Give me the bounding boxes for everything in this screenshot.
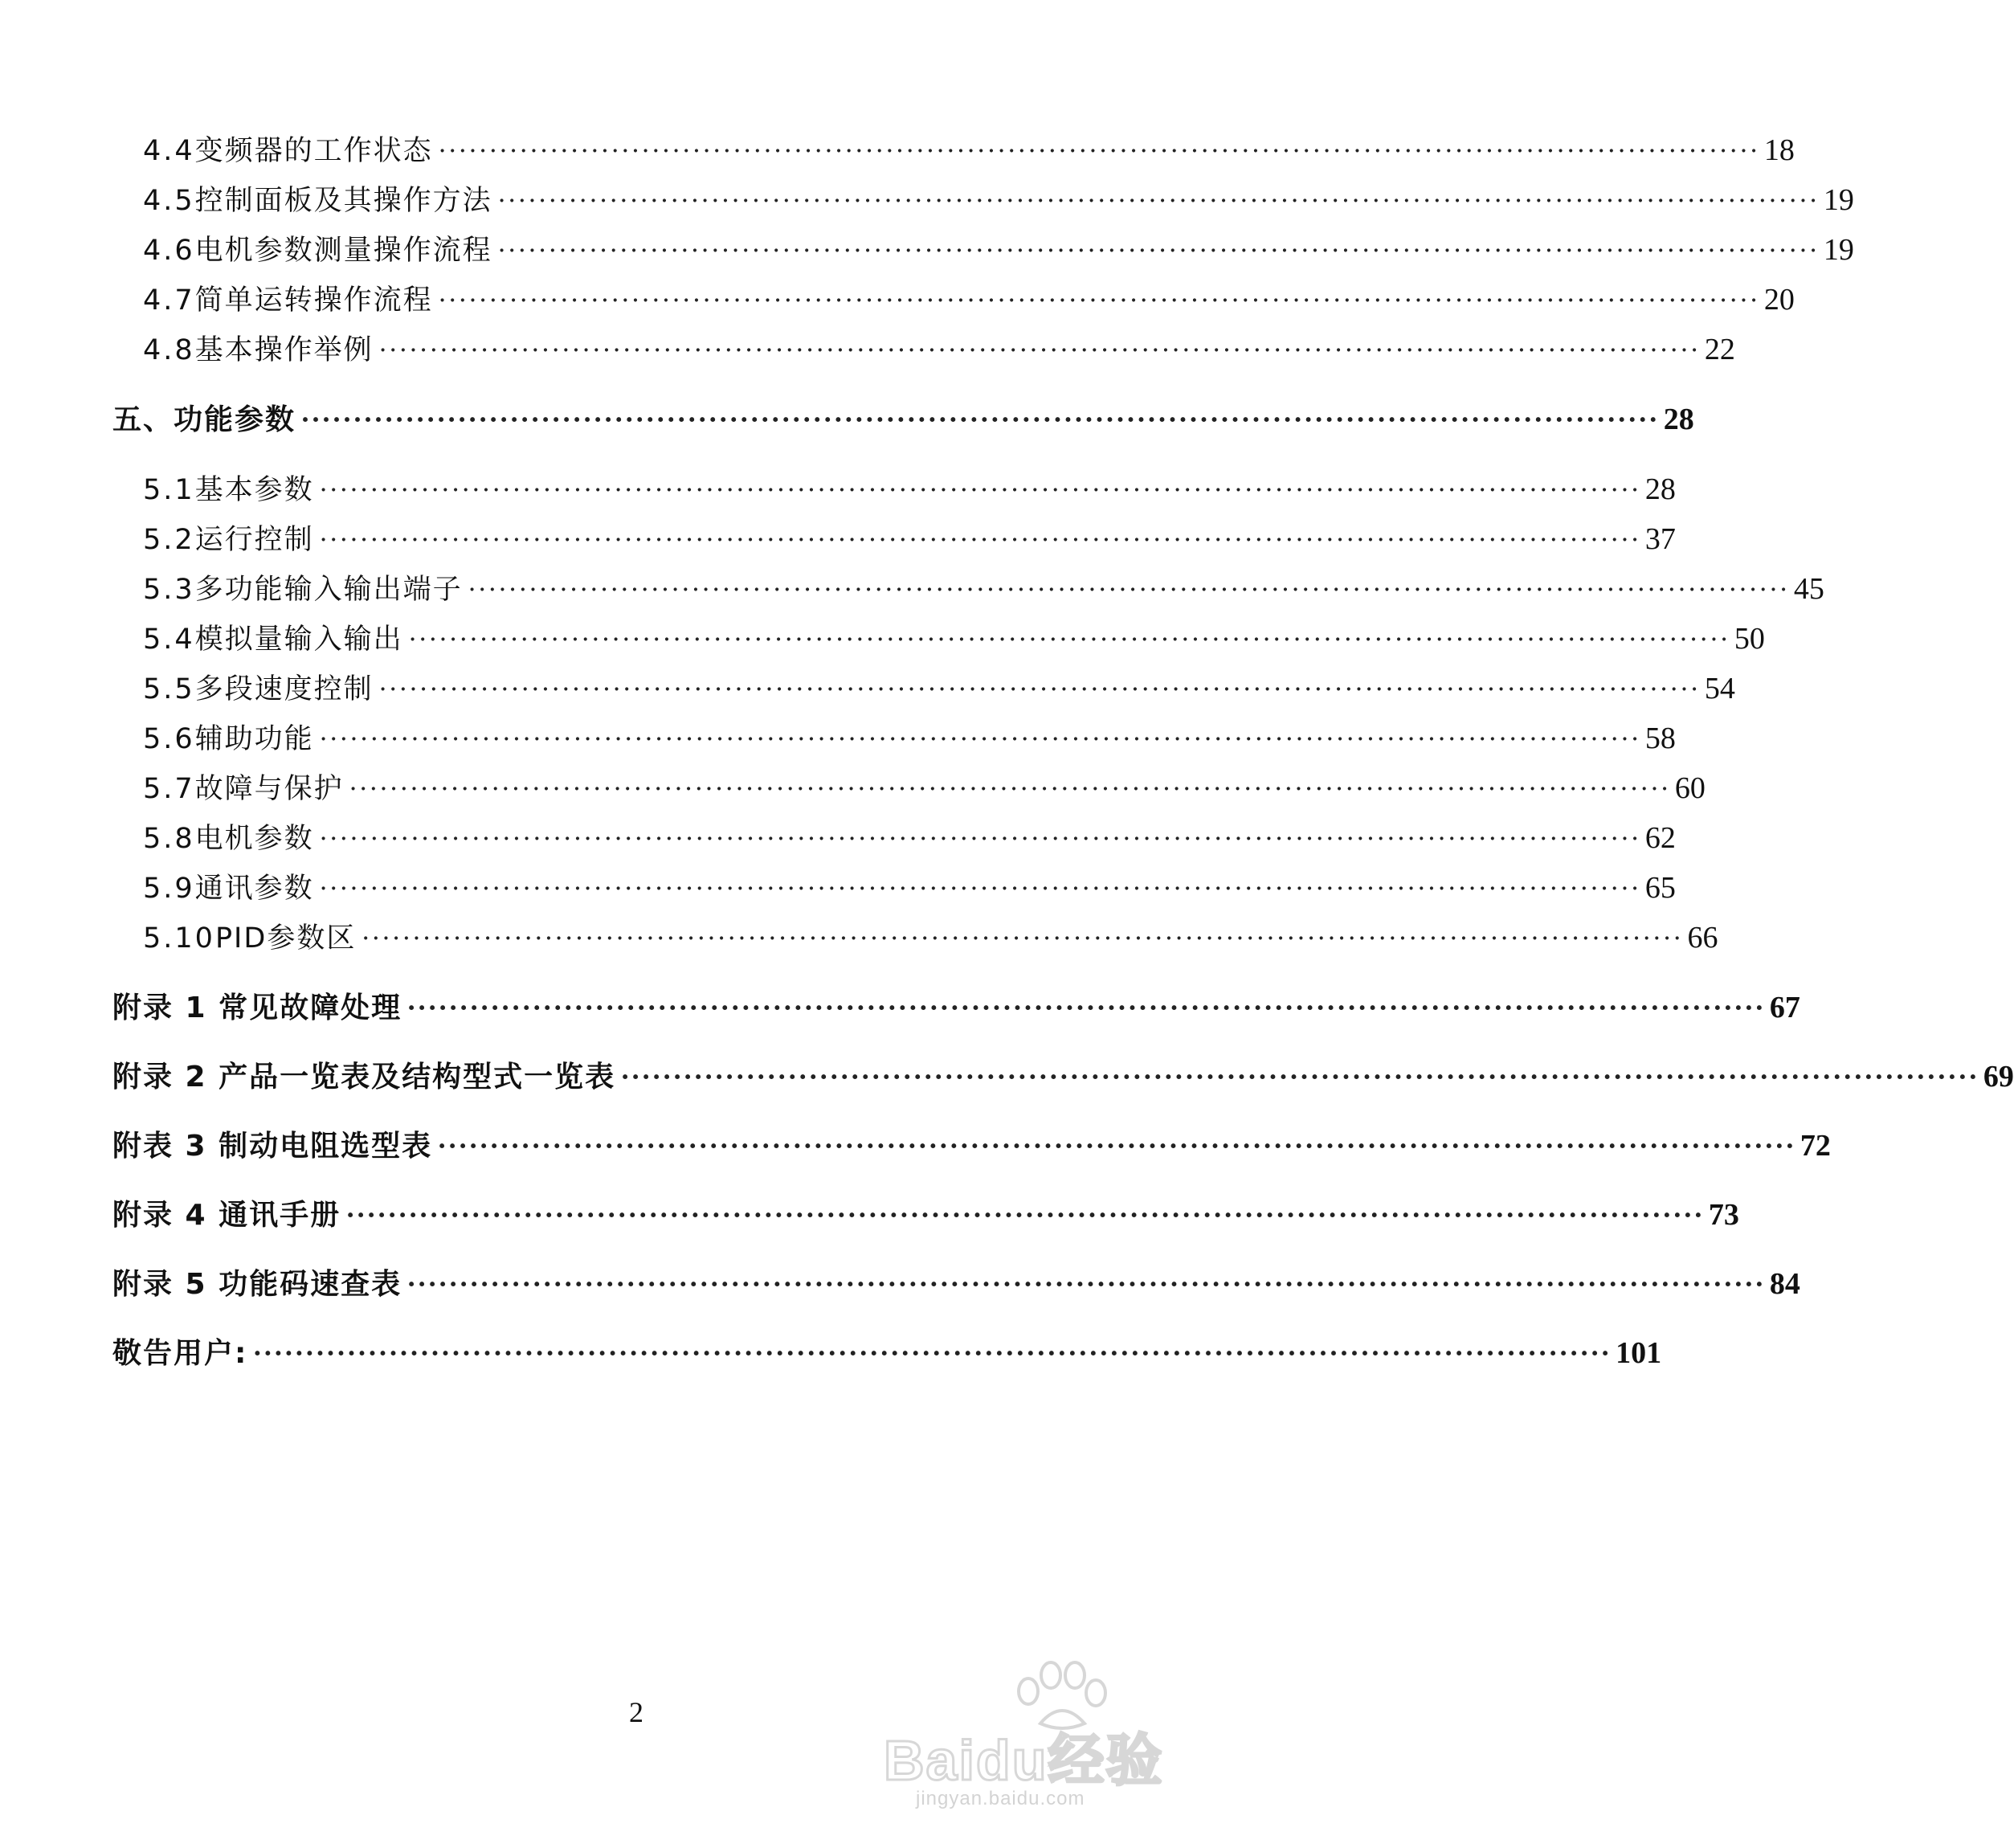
entry-title: 基本操作举例 bbox=[194, 334, 374, 366]
toc-appendix-4[interactable] bbox=[112, 1192, 1739, 1233]
dot-leader: ·································································································································· bbox=[407, 623, 1730, 655]
toc-chapter-5[interactable] bbox=[112, 397, 1694, 438]
dot-leader: ·································································································································· bbox=[300, 403, 1659, 435]
entry-title: 基本参数 bbox=[194, 474, 314, 506]
appendix-page: 67 bbox=[1769, 991, 1800, 1024]
toc-entry-5-4[interactable] bbox=[143, 617, 1765, 657]
dot-leader: ·································································································································· bbox=[318, 524, 1640, 555]
entry-page: 58 bbox=[1644, 722, 1676, 755]
dot-leader: ·································································································································· bbox=[252, 1337, 1612, 1369]
baidu-jingyan-watermark bbox=[884, 1659, 1205, 1820]
watermark-brand: Baidu经验 bbox=[884, 1729, 1164, 1792]
entry-title: 模拟量输入输出 bbox=[194, 623, 403, 656]
entry-number: 4.7 bbox=[143, 284, 195, 317]
dot-leader: ·································································································································· bbox=[318, 474, 1640, 505]
entry-title: 控制面板及其操作方法 bbox=[194, 185, 492, 217]
dot-leader: ·································································································································· bbox=[406, 1268, 1765, 1300]
dot-leader: ·································································································································· bbox=[378, 334, 1700, 366]
appendix-title: 附录 5 功能码速查表 bbox=[112, 1268, 402, 1301]
toc-appendix-5[interactable] bbox=[112, 1261, 1800, 1302]
dot-leader: ·································································································································· bbox=[437, 135, 1759, 166]
dot-leader: ·································································································································· bbox=[318, 873, 1640, 904]
entry-title: 多功能输入输出端子 bbox=[194, 574, 463, 606]
toc-notice-to-users[interactable] bbox=[112, 1331, 1662, 1372]
toc-entry-4-7[interactable] bbox=[143, 278, 1795, 318]
entry-title: 多段速度控制 bbox=[194, 673, 374, 705]
toc-entry-5-10[interactable] bbox=[143, 916, 1718, 956]
dot-leader: ·································································································································· bbox=[318, 823, 1640, 854]
appendix-title: 附录 1 常见故障处理 bbox=[112, 991, 402, 1024]
toc-entry-5-7[interactable] bbox=[143, 767, 1706, 807]
entry-page: 18 bbox=[1763, 133, 1795, 167]
dot-leader: ·································································································································· bbox=[348, 773, 1670, 804]
toc-entry-5-5[interactable] bbox=[143, 667, 1735, 707]
entry-page: 66 bbox=[1687, 921, 1718, 955]
entry-number: 5.7 bbox=[143, 773, 195, 805]
entry-title: 变频器的工作状态 bbox=[194, 135, 433, 167]
entry-page: 65 bbox=[1644, 871, 1676, 905]
entry-title: 电机参数测量操作流程 bbox=[194, 235, 492, 267]
appendix-page: 72 bbox=[1800, 1129, 1831, 1163]
chapter-title: 五、功能参数 bbox=[112, 403, 296, 436]
entry-page: 37 bbox=[1644, 522, 1676, 556]
entry-title: 通讯参数 bbox=[194, 873, 314, 905]
entry-number: 5.4 bbox=[143, 623, 195, 656]
dot-leader: ·································································································································· bbox=[496, 235, 1819, 266]
toc-entry-5-9[interactable] bbox=[143, 866, 1676, 906]
entry-page: 45 bbox=[1793, 572, 1824, 606]
toc-entry-5-8[interactable] bbox=[143, 816, 1676, 857]
chapter-page: 28 bbox=[1663, 403, 1694, 436]
appendix-title: 附录 2 产品一览表及结构型式一览表 bbox=[112, 1061, 616, 1094]
dot-leader: ·································································································································· bbox=[620, 1061, 1979, 1093]
entry-page: 62 bbox=[1644, 821, 1676, 855]
dot-leader: ·································································································································· bbox=[345, 1199, 1704, 1231]
entry-number: 5.6 bbox=[143, 723, 195, 755]
appendix-title: 附表 3 制动电阻选型表 bbox=[112, 1130, 433, 1163]
entry-number: 5.9 bbox=[143, 873, 195, 905]
entry-title: 运行控制 bbox=[194, 524, 314, 556]
toc-entry-5-6[interactable] bbox=[143, 717, 1676, 757]
dot-leader: ·································································································································· bbox=[378, 673, 1700, 705]
entry-number: 4.5 bbox=[143, 185, 195, 217]
watermark-url: jingyan.baidu.com bbox=[916, 1788, 1085, 1809]
entry-number: 5.10 bbox=[143, 922, 215, 955]
entry-title: 故障与保护 bbox=[194, 773, 344, 805]
entry-page: 22 bbox=[1704, 333, 1735, 366]
toc-appendix-3[interactable] bbox=[112, 1123, 1831, 1164]
entry-number: 4.4 bbox=[143, 135, 195, 167]
entry-page: 19 bbox=[1823, 183, 1854, 217]
dot-leader: ·································································································································· bbox=[437, 1130, 1795, 1162]
toc-entry-4-6[interactable] bbox=[143, 228, 1854, 268]
appendix-page: 73 bbox=[1708, 1198, 1739, 1232]
entry-number: 5.5 bbox=[143, 673, 195, 705]
dot-leader: ·································································································································· bbox=[318, 723, 1640, 754]
entry-number: 5.2 bbox=[143, 524, 195, 556]
appendix-title: 附录 4 通讯手册 bbox=[112, 1199, 341, 1232]
toc-entry-5-2[interactable] bbox=[143, 517, 1676, 558]
dot-leader: ·································································································································· bbox=[406, 991, 1765, 1024]
entry-number: 5.3 bbox=[143, 574, 195, 606]
dot-leader: ·································································································································· bbox=[361, 922, 1683, 954]
toc-entry-4-4[interactable] bbox=[143, 129, 1795, 169]
dot-leader: ·································································································································· bbox=[496, 185, 1819, 216]
entry-title: 电机参数 bbox=[194, 823, 314, 855]
appendix-page: 84 bbox=[1769, 1267, 1800, 1301]
toc-entry-5-1[interactable] bbox=[143, 468, 1676, 508]
page-number: 2 bbox=[629, 1696, 643, 1728]
entry-page: 50 bbox=[1734, 622, 1765, 656]
appendix-page: 69 bbox=[1983, 1060, 2014, 1094]
toc-appendix-1[interactable] bbox=[112, 985, 1800, 1026]
toc-appendix-2[interactable] bbox=[112, 1054, 2014, 1095]
entry-number: 5.8 bbox=[143, 823, 195, 855]
dot-leader: ·································································································································· bbox=[467, 574, 1789, 605]
entry-title: 辅助功能 bbox=[194, 723, 314, 755]
entry-number: 4.8 bbox=[143, 334, 195, 366]
entry-page: 28 bbox=[1644, 472, 1676, 506]
entry-title: PID参数区 bbox=[214, 922, 357, 955]
entry-number: 5.1 bbox=[143, 474, 195, 506]
entry-page: 19 bbox=[1823, 233, 1854, 267]
notice-page: 101 bbox=[1616, 1336, 1662, 1370]
entry-page: 54 bbox=[1704, 672, 1735, 705]
toc-entry-4-5[interactable] bbox=[143, 178, 1854, 219]
entry-number: 4.6 bbox=[143, 235, 195, 267]
entry-title: 简单运转操作流程 bbox=[194, 284, 433, 317]
toc-entry-4-8[interactable] bbox=[143, 328, 1735, 368]
toc-entry-5-3[interactable] bbox=[143, 567, 1824, 607]
entry-page: 20 bbox=[1763, 283, 1795, 317]
dot-leader: ·································································································································· bbox=[437, 284, 1759, 316]
entry-page: 60 bbox=[1674, 771, 1706, 805]
notice-title: 敬告用户: bbox=[112, 1337, 248, 1370]
